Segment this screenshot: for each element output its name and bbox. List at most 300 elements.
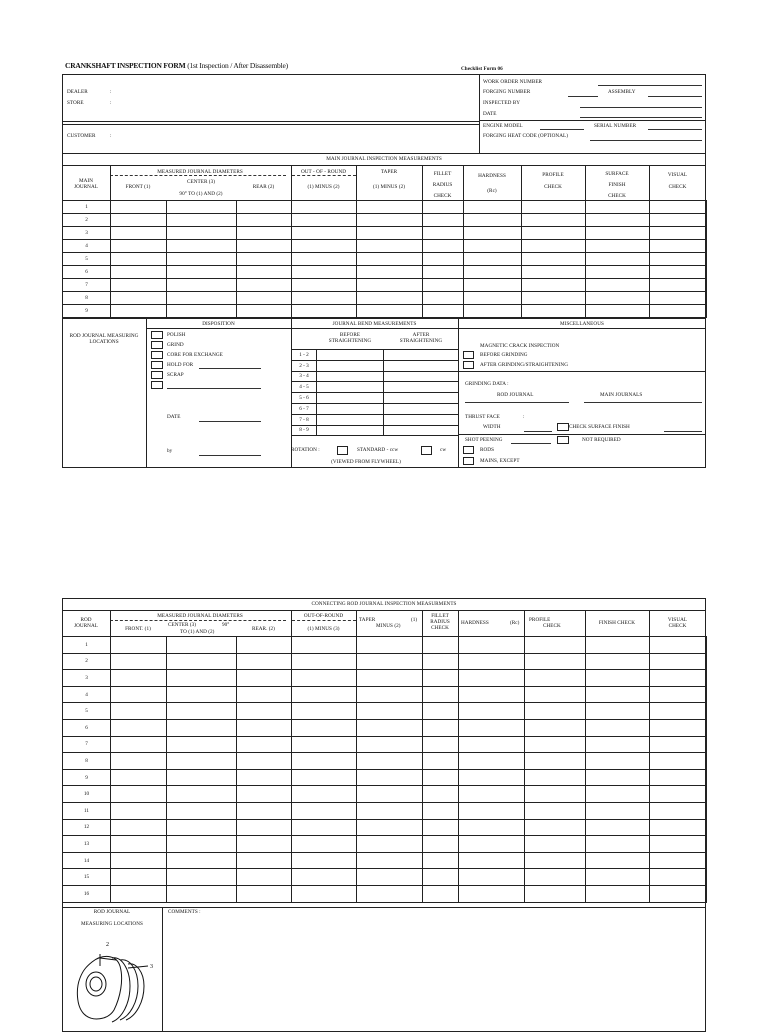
rod-journal-cell[interactable] xyxy=(423,653,459,670)
main-journal-cell[interactable] xyxy=(357,240,423,253)
main-journal-cell[interactable] xyxy=(237,253,292,266)
rod-journal-cell[interactable] xyxy=(586,736,650,753)
main-journal-cell[interactable] xyxy=(292,253,357,266)
main-journal-cell[interactable] xyxy=(586,253,650,266)
main-journal-cell[interactable] xyxy=(464,227,522,240)
rod-journal-cell[interactable] xyxy=(650,786,707,803)
main-journal-cell[interactable] xyxy=(292,240,357,253)
rod-journal-cell[interactable] xyxy=(423,885,459,902)
rod-journal-cell[interactable] xyxy=(525,869,586,886)
rod-journal-cell[interactable] xyxy=(459,703,525,720)
rod-journal-cell[interactable] xyxy=(292,703,357,720)
main-journal-cell[interactable] xyxy=(237,240,292,253)
rod-journal-cell[interactable] xyxy=(525,819,586,836)
main-journal-cell[interactable] xyxy=(167,227,237,240)
bend-after-cell[interactable] xyxy=(384,393,459,404)
rod-journal-cell[interactable] xyxy=(357,719,423,736)
rod-journal-cell[interactable] xyxy=(111,769,167,786)
rod-journal-cell[interactable] xyxy=(423,703,459,720)
rod-journal-cell[interactable] xyxy=(459,802,525,819)
inspected-by-field[interactable] xyxy=(580,107,702,108)
rod-journal-cell[interactable] xyxy=(586,852,650,869)
rod-journal-cell[interactable] xyxy=(423,802,459,819)
main-journal-cell[interactable] xyxy=(292,305,357,318)
rod-journal-cell[interactable] xyxy=(237,852,292,869)
main-journal-cell[interactable] xyxy=(464,266,522,279)
main-journal-cell[interactable] xyxy=(357,266,423,279)
rod-journal-cell[interactable] xyxy=(423,686,459,703)
rod-journal-cell[interactable] xyxy=(650,819,707,836)
rod-journal-cell[interactable] xyxy=(459,869,525,886)
rod-journal-cell[interactable] xyxy=(586,802,650,819)
rod-journal-cell[interactable] xyxy=(237,653,292,670)
main-journals-field[interactable] xyxy=(584,402,702,403)
rod-journal-cell[interactable] xyxy=(650,802,707,819)
core-exchange-checkbox[interactable] xyxy=(151,351,163,359)
rod-journal-cell[interactable] xyxy=(292,753,357,770)
main-journal-cell[interactable] xyxy=(111,253,167,266)
rod-journal-cell[interactable] xyxy=(423,852,459,869)
rod-journal-cell[interactable] xyxy=(237,819,292,836)
other-checkbox[interactable] xyxy=(151,381,163,389)
main-journal-cell[interactable] xyxy=(111,240,167,253)
main-journal-cell[interactable] xyxy=(423,266,464,279)
rod-journal-cell[interactable] xyxy=(357,836,423,853)
main-journal-cell[interactable] xyxy=(292,292,357,305)
rod-journal-cell[interactable] xyxy=(423,719,459,736)
rod-journal-cell[interactable] xyxy=(237,885,292,902)
rod-journal-cell[interactable] xyxy=(459,719,525,736)
main-journal-cell[interactable] xyxy=(111,201,167,214)
rod-journal-cell[interactable] xyxy=(292,885,357,902)
rod-journal-cell[interactable] xyxy=(167,753,237,770)
hold-for-field[interactable] xyxy=(199,368,261,369)
main-journal-cell[interactable] xyxy=(357,227,423,240)
other-field[interactable] xyxy=(167,388,261,389)
main-journal-cell[interactable] xyxy=(464,201,522,214)
rod-journal-field[interactable] xyxy=(465,402,569,403)
main-journal-cell[interactable] xyxy=(522,214,586,227)
rod-journal-cell[interactable] xyxy=(525,736,586,753)
before-grinding-checkbox[interactable] xyxy=(463,351,474,359)
rod-journal-cell[interactable] xyxy=(459,753,525,770)
rod-journal-cell[interactable] xyxy=(650,852,707,869)
ccw-checkbox[interactable] xyxy=(337,446,348,455)
rod-journal-cell[interactable] xyxy=(357,852,423,869)
main-journal-cell[interactable] xyxy=(357,305,423,318)
rod-journal-cell[interactable] xyxy=(111,736,167,753)
rod-journal-cell[interactable] xyxy=(586,819,650,836)
serial-number-field[interactable] xyxy=(648,129,702,130)
rod-journal-cell[interactable] xyxy=(111,686,167,703)
rod-journal-cell[interactable] xyxy=(459,769,525,786)
width-field[interactable] xyxy=(524,431,552,432)
rod-journal-cell[interactable] xyxy=(459,736,525,753)
rod-journal-cell[interactable] xyxy=(586,686,650,703)
rod-journal-cell[interactable] xyxy=(237,719,292,736)
rod-journal-cell[interactable] xyxy=(167,802,237,819)
rod-journal-cell[interactable] xyxy=(292,736,357,753)
rod-journal-cell[interactable] xyxy=(167,869,237,886)
bend-before-cell[interactable] xyxy=(317,403,384,414)
main-journal-cell[interactable] xyxy=(423,201,464,214)
main-journal-cell[interactable] xyxy=(423,240,464,253)
main-journal-cell[interactable] xyxy=(167,266,237,279)
rod-journal-cell[interactable] xyxy=(111,786,167,803)
rod-journal-cell[interactable] xyxy=(167,703,237,720)
main-journal-cell[interactable] xyxy=(464,214,522,227)
rod-journal-cell[interactable] xyxy=(650,769,707,786)
main-journal-cell[interactable] xyxy=(292,201,357,214)
main-journal-cell[interactable] xyxy=(237,266,292,279)
bend-after-cell[interactable] xyxy=(384,350,459,361)
rod-journal-cell[interactable] xyxy=(586,653,650,670)
rod-journal-cell[interactable] xyxy=(586,637,650,654)
rod-journal-cell[interactable] xyxy=(111,753,167,770)
bend-before-cell[interactable] xyxy=(317,371,384,382)
main-journal-cell[interactable] xyxy=(357,253,423,266)
rod-journal-cell[interactable] xyxy=(167,637,237,654)
rod-journal-cell[interactable] xyxy=(650,719,707,736)
rod-journal-cell[interactable] xyxy=(237,869,292,886)
rod-journal-cell[interactable] xyxy=(292,637,357,654)
rod-journal-cell[interactable] xyxy=(167,786,237,803)
work-order-field[interactable] xyxy=(598,85,702,86)
rods-checkbox[interactable] xyxy=(463,446,474,454)
bend-after-cell[interactable] xyxy=(384,360,459,371)
rod-journal-cell[interactable] xyxy=(357,802,423,819)
rod-journal-cell[interactable] xyxy=(357,637,423,654)
comments-field[interactable] xyxy=(166,918,702,1022)
main-journal-cell[interactable] xyxy=(167,292,237,305)
polish-checkbox[interactable] xyxy=(151,331,163,339)
main-journal-cell[interactable] xyxy=(586,201,650,214)
rod-journal-cell[interactable] xyxy=(525,885,586,902)
rod-journal-cell[interactable] xyxy=(650,869,707,886)
main-journal-cell[interactable] xyxy=(423,305,464,318)
rod-journal-cell[interactable] xyxy=(525,802,586,819)
main-journal-cell[interactable] xyxy=(237,279,292,292)
rod-journal-cell[interactable] xyxy=(292,670,357,687)
main-journal-cell[interactable] xyxy=(522,227,586,240)
rod-journal-cell[interactable] xyxy=(167,852,237,869)
main-journal-cell[interactable] xyxy=(522,266,586,279)
forging-number-field[interactable] xyxy=(568,96,598,97)
scrap-checkbox[interactable] xyxy=(151,371,163,379)
main-journal-cell[interactable] xyxy=(650,240,707,253)
rod-journal-cell[interactable] xyxy=(525,653,586,670)
mains-except-checkbox[interactable] xyxy=(463,457,474,465)
rod-journal-cell[interactable] xyxy=(525,703,586,720)
main-journal-cell[interactable] xyxy=(111,292,167,305)
main-journal-cell[interactable] xyxy=(464,292,522,305)
shot-peening-field[interactable] xyxy=(511,443,551,444)
rod-journal-cell[interactable] xyxy=(459,637,525,654)
customer-label: CUSTOMER xyxy=(67,133,96,139)
main-journal-cell[interactable] xyxy=(650,227,707,240)
main-journal-cell[interactable] xyxy=(464,279,522,292)
after-grinding-checkbox[interactable] xyxy=(463,361,474,369)
main-journal-cell[interactable] xyxy=(167,253,237,266)
main-journal-cell[interactable] xyxy=(464,253,522,266)
main-journal-cell[interactable] xyxy=(111,214,167,227)
rod-journal-cell[interactable] xyxy=(357,686,423,703)
rod-journal-cell[interactable] xyxy=(459,885,525,902)
rod-journal-cell[interactable] xyxy=(586,753,650,770)
rod-journal-cell[interactable] xyxy=(357,670,423,687)
main-journal-cell[interactable] xyxy=(586,240,650,253)
main-journal-cell[interactable] xyxy=(357,201,423,214)
rod-journal-cell[interactable] xyxy=(357,736,423,753)
main-journal-cell[interactable] xyxy=(650,279,707,292)
main-journal-cell[interactable] xyxy=(292,214,357,227)
rod-journal-cell[interactable] xyxy=(167,653,237,670)
rod-journal-cell[interactable] xyxy=(167,769,237,786)
rod-journal-cell[interactable] xyxy=(237,753,292,770)
rod-journal-cell[interactable] xyxy=(459,653,525,670)
bend-before-cell[interactable] xyxy=(317,393,384,404)
rod-journal-cell[interactable] xyxy=(357,703,423,720)
rod-journal-cell[interactable] xyxy=(237,769,292,786)
rod-journal-cell[interactable] xyxy=(292,869,357,886)
main-journal-cell[interactable] xyxy=(522,305,586,318)
rod-journal-cell[interactable] xyxy=(237,836,292,853)
rod-journal-cell[interactable] xyxy=(423,819,459,836)
bend-before-cell[interactable] xyxy=(317,414,384,425)
assembly-field[interactable] xyxy=(648,96,702,97)
main-journal-cell[interactable] xyxy=(292,266,357,279)
main-journal-cell[interactable] xyxy=(650,214,707,227)
rod-journal-cell[interactable] xyxy=(459,686,525,703)
rod-journal-cell[interactable] xyxy=(167,836,237,853)
main-journal-cell[interactable] xyxy=(167,214,237,227)
rod-journal-cell[interactable] xyxy=(525,852,586,869)
main-journal-cell[interactable] xyxy=(586,292,650,305)
rod-journal-cell[interactable] xyxy=(650,637,707,654)
main-journal-cell[interactable] xyxy=(650,292,707,305)
main-journal-cell[interactable] xyxy=(423,292,464,305)
rod-journal-cell[interactable] xyxy=(237,686,292,703)
rod-journal-cell[interactable] xyxy=(650,686,707,703)
rod-journal-cell[interactable] xyxy=(525,637,586,654)
rod-journal-cell[interactable] xyxy=(423,869,459,886)
rod-journal-cell[interactable] xyxy=(423,836,459,853)
main-journal-cell[interactable] xyxy=(423,253,464,266)
rod-journal-cell[interactable] xyxy=(650,703,707,720)
rod-journal-cell[interactable] xyxy=(111,719,167,736)
main-journal-cell[interactable] xyxy=(167,305,237,318)
rod-journal-cell[interactable] xyxy=(357,885,423,902)
rod-journal-cell[interactable] xyxy=(237,802,292,819)
engine-model-field[interactable] xyxy=(540,129,584,130)
rod-journal-cell[interactable] xyxy=(357,869,423,886)
main-journal-cell[interactable] xyxy=(167,240,237,253)
not-required-checkbox[interactable] xyxy=(557,436,569,444)
rod-journal-cell[interactable] xyxy=(111,869,167,886)
main-journal-cell[interactable] xyxy=(423,279,464,292)
rod-journal-cell[interactable] xyxy=(650,885,707,902)
bend-before-cell[interactable] xyxy=(317,350,384,361)
main-journal-cell[interactable] xyxy=(586,227,650,240)
rod-journal-cell[interactable] xyxy=(292,786,357,803)
main-journal-cell[interactable] xyxy=(650,305,707,318)
rod-journal-cell[interactable] xyxy=(525,670,586,687)
rod-journal-cell[interactable] xyxy=(167,885,237,902)
rod-journal-cell[interactable] xyxy=(357,653,423,670)
disposition-by-field[interactable] xyxy=(199,455,261,456)
rod-journal-cell[interactable] xyxy=(423,753,459,770)
rod-journal-cell[interactable] xyxy=(237,703,292,720)
main-journal-cell[interactable] xyxy=(357,292,423,305)
bend-after-cell[interactable] xyxy=(384,371,459,382)
hold-for-checkbox[interactable] xyxy=(151,361,163,369)
rod-journal-cell[interactable] xyxy=(650,753,707,770)
main-journal-cell[interactable] xyxy=(423,227,464,240)
rod-journal-cell[interactable] xyxy=(111,703,167,720)
rod-journal-cell[interactable] xyxy=(650,670,707,687)
rod-journal-cell[interactable] xyxy=(292,653,357,670)
rod-journal-cell[interactable] xyxy=(459,786,525,803)
main-journal-cell[interactable] xyxy=(586,279,650,292)
rod-journal-cell[interactable] xyxy=(586,885,650,902)
main-journal-cell[interactable] xyxy=(167,279,237,292)
rod-journal-cell[interactable] xyxy=(525,769,586,786)
main-journal-cell[interactable] xyxy=(586,305,650,318)
rod-journal-cell[interactable] xyxy=(111,819,167,836)
main-journal-cell[interactable] xyxy=(464,240,522,253)
rod-journal-cell[interactable] xyxy=(459,852,525,869)
bend-after-cell[interactable] xyxy=(384,382,459,393)
rod-journal-cell[interactable] xyxy=(586,670,650,687)
rod-journal-cell[interactable] xyxy=(357,819,423,836)
main-journal-cell[interactable] xyxy=(292,227,357,240)
rod-journal-cell[interactable] xyxy=(586,769,650,786)
rod-journal-cell[interactable] xyxy=(586,786,650,803)
rod-journal-cell[interactable] xyxy=(459,819,525,836)
rod-journal-cell[interactable] xyxy=(292,802,357,819)
rod-journal-cell[interactable] xyxy=(525,686,586,703)
rod-journal-cell[interactable] xyxy=(167,686,237,703)
rod-journal-cell[interactable] xyxy=(357,753,423,770)
rod-journal-cell[interactable] xyxy=(525,719,586,736)
main-journal-cell[interactable] xyxy=(522,279,586,292)
rod-journal-cell[interactable] xyxy=(459,836,525,853)
rod-journal-cell[interactable] xyxy=(167,670,237,687)
rod-journal-cell[interactable] xyxy=(423,670,459,687)
main-journal-cell[interactable] xyxy=(586,214,650,227)
rod-journal-cell[interactable] xyxy=(586,719,650,736)
main-journal-cell[interactable] xyxy=(522,240,586,253)
rod-journal-cell[interactable] xyxy=(111,637,167,654)
rod-journal-cell[interactable] xyxy=(167,736,237,753)
rod-journal-cell[interactable] xyxy=(237,670,292,687)
forging-heat-field[interactable] xyxy=(590,140,702,141)
rod-journal-cell[interactable] xyxy=(292,769,357,786)
rod-journal-cell[interactable] xyxy=(292,719,357,736)
rod-journal-cell[interactable] xyxy=(525,786,586,803)
main-journal-cell[interactable] xyxy=(237,227,292,240)
bend-after-cell[interactable] xyxy=(384,403,459,414)
rod-journal-cell[interactable] xyxy=(525,753,586,770)
rod-journal-cell[interactable] xyxy=(459,670,525,687)
bend-before-cell[interactable] xyxy=(317,382,384,393)
bend-after-cell[interactable] xyxy=(384,414,459,425)
main-journal-cell[interactable] xyxy=(464,305,522,318)
rod-journal-cell[interactable] xyxy=(292,686,357,703)
rod-journal-cell[interactable] xyxy=(357,786,423,803)
rod-journal-cell[interactable] xyxy=(292,836,357,853)
main-journal-cell[interactable] xyxy=(586,266,650,279)
rod-journal-cell[interactable] xyxy=(586,869,650,886)
main-journal-cell[interactable] xyxy=(292,279,357,292)
rod-journal-cell[interactable] xyxy=(237,736,292,753)
main-journal-cell[interactable] xyxy=(423,214,464,227)
main-journal-cell[interactable] xyxy=(237,214,292,227)
main-journal-cell[interactable] xyxy=(237,305,292,318)
bend-before-cell[interactable] xyxy=(317,425,384,436)
rod-journal-cell[interactable] xyxy=(423,736,459,753)
main-journal-cell[interactable] xyxy=(111,266,167,279)
rod-journal-cell[interactable] xyxy=(111,836,167,853)
rod-journal-cell[interactable] xyxy=(111,670,167,687)
main-journal-cell[interactable] xyxy=(650,253,707,266)
main-journal-cell[interactable] xyxy=(522,201,586,214)
grind-checkbox[interactable] xyxy=(151,341,163,349)
rod-journal-cell[interactable] xyxy=(111,885,167,902)
rod-journal-cell[interactable] xyxy=(586,703,650,720)
rod-journal-row-number: 7 xyxy=(63,736,111,753)
main-journal-cell[interactable] xyxy=(522,253,586,266)
rod-journal-cell[interactable] xyxy=(423,637,459,654)
rod-journal-cell[interactable] xyxy=(650,653,707,670)
rod-journal-cell[interactable] xyxy=(423,786,459,803)
rod-journal-cell[interactable] xyxy=(586,836,650,853)
rod-journal-cell[interactable] xyxy=(111,802,167,819)
date-field[interactable] xyxy=(580,117,702,118)
bend-after-cell[interactable] xyxy=(384,425,459,436)
rod-journal-cell[interactable] xyxy=(525,836,586,853)
main-journal-cell[interactable] xyxy=(111,279,167,292)
rod-journal-cell[interactable] xyxy=(167,819,237,836)
rod-journal-cell[interactable] xyxy=(650,736,707,753)
rod-journal-cell[interactable] xyxy=(167,719,237,736)
main-journal-cell[interactable] xyxy=(237,201,292,214)
bend-before-cell[interactable] xyxy=(317,360,384,371)
main-journal-cell[interactable] xyxy=(522,292,586,305)
rod-journal-cell[interactable] xyxy=(357,769,423,786)
rod-journal-cell[interactable] xyxy=(111,653,167,670)
check-surface-field[interactable] xyxy=(664,431,702,432)
disposition-date-field[interactable] xyxy=(199,421,261,422)
rod-journal-cell[interactable] xyxy=(292,819,357,836)
cw-checkbox[interactable] xyxy=(421,446,432,455)
rod-journal-cell[interactable] xyxy=(650,836,707,853)
main-journal-cell[interactable] xyxy=(111,227,167,240)
main-journal-cell[interactable] xyxy=(650,266,707,279)
main-journal-cell[interactable] xyxy=(357,214,423,227)
rod-journal-cell[interactable] xyxy=(111,852,167,869)
main-journal-cell[interactable] xyxy=(237,292,292,305)
rod-journal-cell[interactable] xyxy=(423,769,459,786)
check-surface-checkbox[interactable] xyxy=(557,423,569,431)
rod-journal-cell[interactable] xyxy=(292,852,357,869)
main-journal-cell[interactable] xyxy=(167,201,237,214)
main-journal-cell[interactable] xyxy=(111,305,167,318)
rod-journal-cell[interactable] xyxy=(237,786,292,803)
main-journal-cell[interactable] xyxy=(650,201,707,214)
main-journal-cell[interactable] xyxy=(357,279,423,292)
rod-journal-cell[interactable] xyxy=(237,637,292,654)
